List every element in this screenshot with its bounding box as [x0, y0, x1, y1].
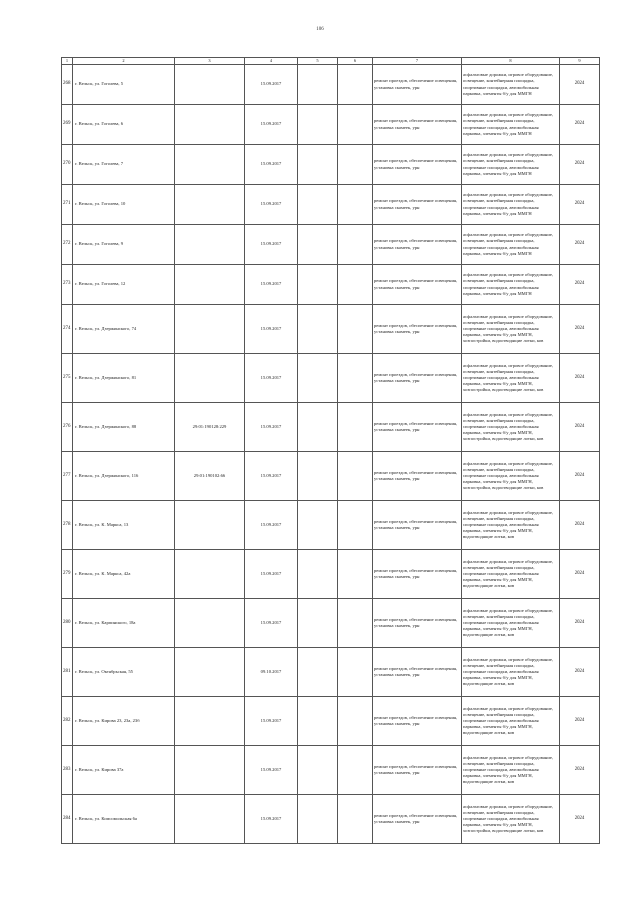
row-col5 [298, 354, 338, 403]
row-elements: асфальтовые дорожки, игровое оборудование, освещение, контейнерная площадка, спортивные площадки, автомобильная парковка, элементы б/у для ММГН, хозпостройки, водоотводящие лотки, ков [462, 452, 560, 501]
row-year: 2024 [560, 225, 600, 265]
row-work-types: ремонт проездов, обеспечение освещения, установка скамеек, урн [373, 501, 462, 550]
row-number: 271 [62, 185, 73, 225]
table-row [62, 105, 600, 145]
row-address: г. Вельск, ул. Гоголева, 9 [73, 225, 175, 265]
row-work-types: ремонт проездов, обеспечение освещения, установка скамеек, урн [373, 145, 462, 185]
row-work-types: ремонт проездов, обеспечение освещения, установка скамеек, урн [373, 65, 462, 105]
table-row [62, 452, 600, 501]
col-header: 6 [338, 58, 373, 65]
row-cadastral-number [175, 501, 245, 550]
row-year: 2024 [560, 795, 600, 844]
row-cadastral-number [175, 305, 245, 354]
row-col5 [298, 795, 338, 844]
row-number: 284 [62, 795, 73, 844]
row-date: 15.09.2017 [245, 225, 298, 265]
row-date: 15.09.2017 [245, 501, 298, 550]
row-col6 [338, 305, 373, 354]
row-col6 [338, 354, 373, 403]
row-number: 274 [62, 305, 73, 354]
col-header: 1 [62, 58, 73, 65]
table-row [62, 795, 600, 844]
table-row [62, 501, 600, 550]
row-year: 2024 [560, 550, 600, 599]
table-row [62, 185, 600, 225]
row-address: г. Вельск, ул. Гоголева, 7 [73, 145, 175, 185]
row-date: 15.09.2017 [245, 185, 298, 225]
row-col5 [298, 65, 338, 105]
table-row [62, 305, 600, 354]
row-col6 [338, 105, 373, 145]
row-cadastral-number [175, 145, 245, 185]
row-year: 2024 [560, 305, 600, 354]
table-row [62, 648, 600, 697]
row-date: 15.09.2017 [245, 265, 298, 305]
table-row [62, 225, 600, 265]
row-year: 2024 [560, 452, 600, 501]
row-work-types: ремонт проездов, обеспечение освещения, установка скамеек, урн [373, 599, 462, 648]
table-row [62, 145, 600, 185]
row-number: 272 [62, 225, 73, 265]
row-col6 [338, 746, 373, 795]
row-date: 15.09.2017 [245, 697, 298, 746]
row-number: 269 [62, 105, 73, 145]
row-elements: асфальтовые дорожки, игровое оборудование, освещение, контейнерная площадка, спортивные площадки, автомобильная парковка, элементы б/у для ММГН, хозпостройки, водоотводящие лотки, ков [462, 305, 560, 354]
row-cadastral-number [175, 65, 245, 105]
row-number: 277 [62, 452, 73, 501]
row-year: 2024 [560, 105, 600, 145]
row-number: 270 [62, 145, 73, 185]
row-col5 [298, 225, 338, 265]
row-work-types: ремонт проездов, обеспечение освещения, установка скамеек, урн [373, 403, 462, 452]
row-address: г. Вельск, ул. Октябрьская, 55 [73, 648, 175, 697]
row-work-types: ремонт проездов, обеспечение освещения, установка скамеек, урн [373, 185, 462, 225]
row-cadastral-number [175, 354, 245, 403]
col-header: 4 [245, 58, 298, 65]
row-address: г. Вельск, ул. Гоголева, 12 [73, 265, 175, 305]
table-row [62, 746, 600, 795]
table-row [62, 403, 600, 452]
row-elements: асфальтовые дорожки, игровое оборудование, освещение, контейнерная площадка, спортивные площадки, автомобильная парковка, элементы б/у для ММГН, хозпостройки, водоотводящие лотки, ков [462, 354, 560, 403]
row-cadastral-number [175, 795, 245, 844]
row-col5 [298, 145, 338, 185]
row-col6 [338, 403, 373, 452]
row-date: 15.09.2017 [245, 145, 298, 185]
row-work-types: ремонт проездов, обеспечение освещения, установка скамеек, урн [373, 550, 462, 599]
row-col6 [338, 265, 373, 305]
col-header: 7 [373, 58, 462, 65]
row-work-types: ремонт проездов, обеспечение освещения, установка скамеек, урн [373, 225, 462, 265]
row-col6 [338, 550, 373, 599]
row-cadastral-number [175, 648, 245, 697]
table-row [62, 265, 600, 305]
table-row [62, 65, 600, 105]
row-cadastral-number [175, 185, 245, 225]
row-year: 2024 [560, 746, 600, 795]
row-number: 278 [62, 501, 73, 550]
row-col5 [298, 185, 338, 225]
row-elements: асфальтовые дорожки, игровое оборудование, освещение, контейнерная площадка, спортивные площадки, автомобильная парковка, элементы б/у для ММГН, водоотводящие лотки, ков [462, 746, 560, 795]
row-year: 2024 [560, 697, 600, 746]
row-year: 2024 [560, 145, 600, 185]
row-col5 [298, 746, 338, 795]
col-header: 5 [298, 58, 338, 65]
row-work-types: ремонт проездов, обеспечение освещения, установка скамеек, урн [373, 452, 462, 501]
row-col6 [338, 65, 373, 105]
row-cadastral-number [175, 105, 245, 145]
row-year: 2024 [560, 648, 600, 697]
row-address: г. Вельск, ул. Дзержинского, 88 [73, 403, 175, 452]
row-date: 15.09.2017 [245, 550, 298, 599]
row-year: 2024 [560, 354, 600, 403]
col-header: 2 [73, 58, 175, 65]
row-col6 [338, 185, 373, 225]
row-date: 15.09.2017 [245, 354, 298, 403]
row-year: 2024 [560, 265, 600, 305]
table-row [62, 354, 600, 403]
row-elements: асфальтовые дорожки, игровое оборудование, освещение, контейнерная площадка, спортивные площадки, автомобильная парковка, элементы б/у для ММГН, водоотводящие лотки, ков [462, 599, 560, 648]
header-row [62, 58, 600, 65]
row-col5 [298, 501, 338, 550]
row-col6 [338, 697, 373, 746]
row-address: г. Вельск, ул. Кирова 37а [73, 746, 175, 795]
row-col5 [298, 697, 338, 746]
row-cadastral-number [175, 746, 245, 795]
row-address: г. Вельск, ул. Гоголева, 10 [73, 185, 175, 225]
row-elements: асфальтовые дорожки, игровое оборудование, освещение, контейнерная площадка, спортивные площадки, автомобильная парковка, элементы б/у для ММГН [462, 145, 560, 185]
row-elements: асфальтовые дорожки, игровое оборудование, освещение, контейнерная площадка, спортивные площадки, автомобильная парковка, элементы б/у для ММГН [462, 185, 560, 225]
row-cadastral-number [175, 599, 245, 648]
row-col6 [338, 648, 373, 697]
row-elements: асфальтовые дорожки, игровое оборудование, освещение, контейнерная площадка, спортивные площадки, автомобильная парковка, элементы б/у для ММГН, водоотводящие лотки, ков [462, 550, 560, 599]
row-address: г. Вельск, ул. Гоголева, 5 [73, 65, 175, 105]
row-number: 282 [62, 697, 73, 746]
row-year: 2024 [560, 501, 600, 550]
row-number: 275 [62, 354, 73, 403]
row-col5 [298, 305, 338, 354]
col-header: 3 [175, 58, 245, 65]
row-date: 15.09.2017 [245, 599, 298, 648]
row-col5 [298, 403, 338, 452]
row-number: 281 [62, 648, 73, 697]
row-date: 15.09.2017 [245, 795, 298, 844]
row-address: г. Вельск, ул. К. Маркса, 13 [73, 501, 175, 550]
row-year: 2024 [560, 185, 600, 225]
row-elements: асфальтовые дорожки, игровое оборудование, освещение, контейнерная площадка, спортивные площадки, автомобильная парковка, элементы б/у для ММГН [462, 265, 560, 305]
row-date: 15.09.2017 [245, 105, 298, 145]
col-header: 8 [462, 58, 560, 65]
row-year: 2024 [560, 599, 600, 648]
table-row [62, 697, 600, 746]
row-date: 15.09.2017 [245, 452, 298, 501]
row-address: г. Вельск, ул. Дзержинского, 74 [73, 305, 175, 354]
row-number: 273 [62, 265, 73, 305]
row-elements: асфальтовые дорожки, игровое оборудование, освещение, контейнерная площадка, спортивные площадки, автомобильная парковка, элементы б/у для ММГН, водоотводящие лотки, ков [462, 648, 560, 697]
row-col6 [338, 145, 373, 185]
row-col5 [298, 599, 338, 648]
row-number: 268 [62, 65, 73, 105]
row-date: 09.10.2017 [245, 648, 298, 697]
row-year: 2024 [560, 65, 600, 105]
row-elements: асфальтовые дорожки, игровое оборудование, освещение, контейнерная площадка, спортивные площадки, автомобильная парковка, элементы б/у для ММГН, хозпостройки, водоотводящие лотки, ков [462, 403, 560, 452]
row-cadastral-number [175, 265, 245, 305]
row-number: 279 [62, 550, 73, 599]
row-col6 [338, 452, 373, 501]
row-address: г. Вельск, ул. Карпинского, 18а [73, 599, 175, 648]
row-work-types: ремонт проездов, обеспечение освещения, установка скамеек, урн [373, 305, 462, 354]
row-elements: асфальтовые дорожки, игровое оборудование, освещение, контейнерная площадка, спортивные площадки, автомобильная парковка, элементы б/у для ММГН, водоотводящие лотки, ков [462, 697, 560, 746]
row-address: г. Вельск, ул. К. Маркса, 42а [73, 550, 175, 599]
col-header: 9 [560, 58, 600, 65]
row-address: г. Вельск, ул. Гоголева, 6 [73, 105, 175, 145]
row-cadastral-number [175, 697, 245, 746]
row-elements: асфальтовые дорожки, игровое оборудование, освещение, контейнерная площадка, спортивные площадки, автомобильная парковка, элементы б/у для ММГН, водоотводящие лотки, ков [462, 501, 560, 550]
table-row [62, 599, 600, 648]
row-cadastral-number: 29:01:190128:229 [175, 403, 245, 452]
row-col5 [298, 550, 338, 599]
row-date: 15.09.2017 [245, 403, 298, 452]
row-address: г. Вельск, ул. Комсомольская 6а [73, 795, 175, 844]
row-cadastral-number [175, 550, 245, 599]
row-work-types: ремонт проездов, обеспечение освещения, установка скамеек, урн [373, 746, 462, 795]
row-col6 [338, 599, 373, 648]
row-number: 276 [62, 403, 73, 452]
row-work-types: ремонт проездов, обеспечение освещения, установка скамеек, урн [373, 795, 462, 844]
row-address: г. Вельск, ул. Дзержинского, 81 [73, 354, 175, 403]
row-cadastral-number: 29:01:190102:66 [175, 452, 245, 501]
row-elements: асфальтовые дорожки, игровое оборудование, освещение, контейнерная площадка, спортивные площадки, автомобильная парковка, элементы б/у для ММГН [462, 225, 560, 265]
row-number: 280 [62, 599, 73, 648]
row-address: г. Вельск, ул. Дзержинского, 116 [73, 452, 175, 501]
row-col6 [338, 501, 373, 550]
row-elements: асфальтовые дорожки, игровое оборудование, освещение, контейнерная площадка, спортивные площадки, автомобильная парковка, элементы б/у для ММГН [462, 65, 560, 105]
row-work-types: ремонт проездов, обеспечение освещения, установка скамеек, урн [373, 105, 462, 145]
row-col5 [298, 105, 338, 145]
row-address: г. Вельск, ул. Кирова 23, 23а, 23б [73, 697, 175, 746]
page-number: 106 [316, 27, 324, 32]
row-col5 [298, 452, 338, 501]
table-row [62, 550, 600, 599]
row-col6 [338, 225, 373, 265]
row-work-types: ремонт проездов, обеспечение освещения, установка скамеек, урн [373, 697, 462, 746]
row-col6 [338, 795, 373, 844]
row-work-types: ремонт проездов, обеспечение освещения, установка скамеек, урн [373, 648, 462, 697]
row-date: 15.09.2017 [245, 746, 298, 795]
row-col5 [298, 648, 338, 697]
row-work-types: ремонт проездов, обеспечение освещения, установка скамеек, урн [373, 354, 462, 403]
row-elements: асфальтовые дорожки, игровое оборудование, освещение, контейнерная площадка, спортивные площадки, автомобильная парковка, элементы б/у для ММГН, хозпостройки, водоотводящие лотки, ков [462, 795, 560, 844]
row-cadastral-number [175, 225, 245, 265]
row-year: 2024 [560, 403, 600, 452]
row-elements: асфальтовые дорожки, игровое оборудование, освещение, контейнерная площадка, спортивные площадки, автомобильная парковка, элементы б/у для ММГН [462, 105, 560, 145]
row-work-types: ремонт проездов, обеспечение освещения, установка скамеек, урн [373, 265, 462, 305]
row-date: 15.09.2017 [245, 65, 298, 105]
row-number: 283 [62, 746, 73, 795]
row-col5 [298, 265, 338, 305]
improvement-table [61, 57, 600, 844]
row-date: 15.09.2017 [245, 305, 298, 354]
